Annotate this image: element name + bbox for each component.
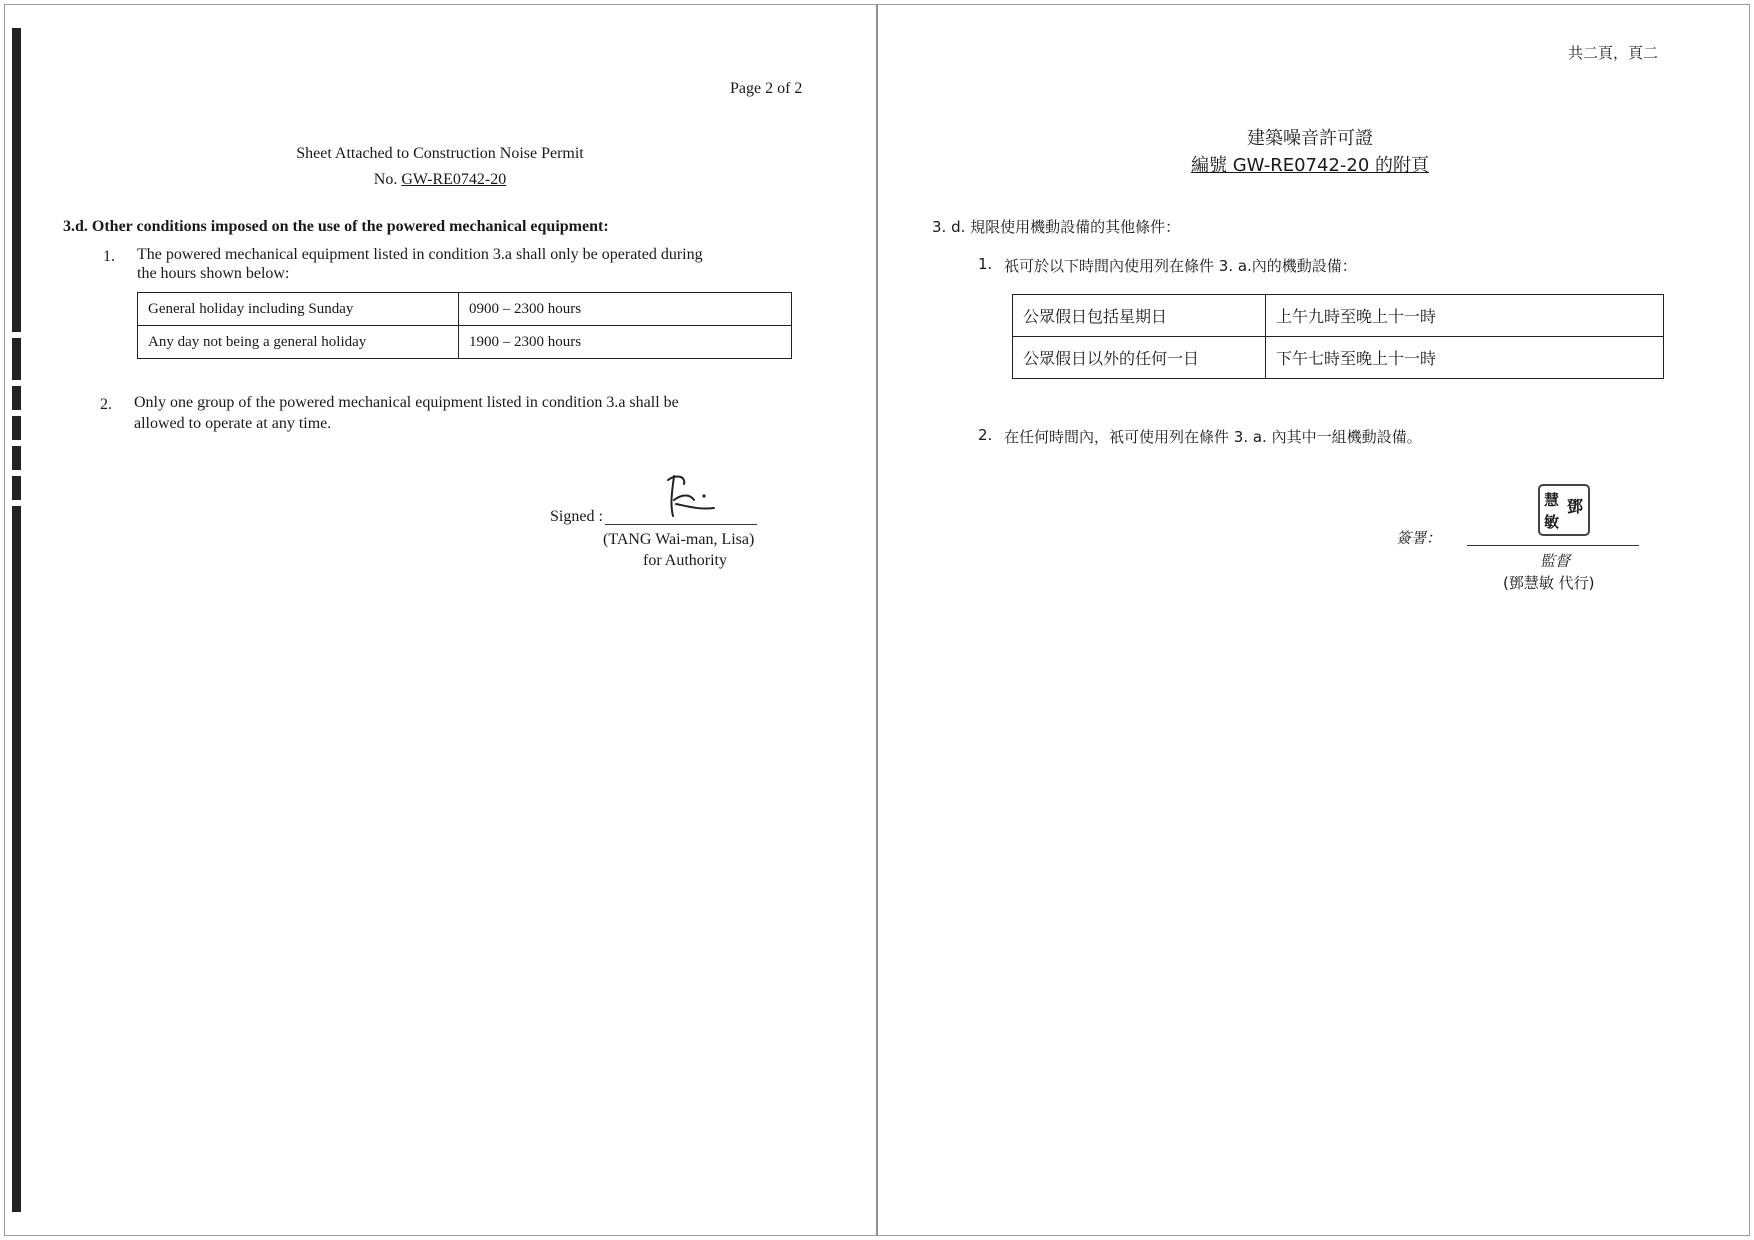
scan-gap <box>12 500 21 506</box>
scan-edge-bar <box>12 28 21 1212</box>
signature-line-zh <box>1467 545 1639 546</box>
item-2-text-zh: 在任何時間內，祇可使用列在條件 3. a. 內其中一組機動設備。 <box>1004 428 1422 446</box>
signature-line <box>605 524 757 525</box>
operating-hours-table <box>137 292 792 359</box>
table-cell-hours: 0900 – 2300 hours <box>459 293 792 326</box>
item-2-line-2: allowed to operate at any time. <box>134 415 332 432</box>
table-cell-hours: 1900 – 2300 hours <box>459 326 792 359</box>
table-cell-day: 公眾假日包括星期日 <box>1013 295 1266 337</box>
official-seal <box>1538 484 1590 536</box>
scan-gap <box>12 380 21 386</box>
item-1-text-zh: 祇可於以下時間內使用列在條件 3. a.內的機動設備： <box>1004 257 1357 275</box>
page-number-zh: 共二頁，頁二 <box>1568 44 1659 62</box>
sheet-heading: Sheet Attached to Construction Noise Permit <box>296 145 584 162</box>
role-zh: 監督 <box>1540 552 1571 570</box>
permit-number-prefix: No. <box>373 171 398 188</box>
seal-char: 鄧 <box>1567 497 1584 516</box>
signatory-name: (TANG Wai-man, Lisa) <box>603 531 755 548</box>
item-2-number: 2. <box>100 396 112 413</box>
table-cell-day: Any day not being a general holiday <box>138 326 459 359</box>
permit-number: GW-RE0742-20 <box>401 171 507 188</box>
table-cell-hours: 下午七時至晚上十一時 <box>1266 337 1664 379</box>
item-1-line-1: The powered mechanical equipment listed in condition 3.a shall only be operated during <box>137 246 703 263</box>
scan-gap <box>12 440 21 446</box>
signed-label: Signed : <box>550 508 603 525</box>
item-1-number: 1. <box>103 248 115 265</box>
seal-char: 敏 <box>1544 513 1560 531</box>
item-2-number-zh: 2. <box>978 426 993 444</box>
page-divider <box>876 4 878 1236</box>
page-number: Page 2 of 2 <box>730 80 803 97</box>
for-authority: for Authority <box>643 552 727 569</box>
table-row <box>138 293 792 326</box>
scan-gap <box>12 332 21 338</box>
scan-gap <box>12 470 21 476</box>
item-1-number-zh: 1. <box>978 255 993 273</box>
permit-number-zh: 編號 GW-RE0742-20 的附頁 <box>1190 155 1430 176</box>
signatory-zh: (鄧慧敏 代行) <box>1503 574 1595 592</box>
handwritten-signature <box>660 470 730 522</box>
signed-label-zh: 簽署： <box>1396 529 1442 547</box>
section-title-zh: 3. d. 規限使用機動設備的其他條件： <box>932 218 1181 236</box>
table-cell-day: General holiday including Sunday <box>138 293 459 326</box>
table-row <box>1013 295 1664 337</box>
table-cell-day: 公眾假日以外的任何一日 <box>1013 337 1266 379</box>
seal-char: 慧 <box>1544 491 1560 509</box>
permit-title-zh: 建築噪音許可證 <box>1247 128 1373 149</box>
table-cell-hours: 上午九時至晚上十一時 <box>1266 295 1664 337</box>
scan-gap <box>12 410 21 416</box>
item-2-line-1: Only one group of the powered mechanical equipment listed in condition 3.a shall be <box>134 394 679 411</box>
item-1-line-2: the hours shown below: <box>137 265 290 282</box>
table-row <box>1013 337 1664 379</box>
table-row <box>138 326 792 359</box>
section-title: 3.d. Other conditions imposed on the use of the powered mechanical equipment: <box>63 218 609 235</box>
operating-hours-table-zh <box>1012 294 1664 379</box>
permit-number-line <box>130 171 750 189</box>
